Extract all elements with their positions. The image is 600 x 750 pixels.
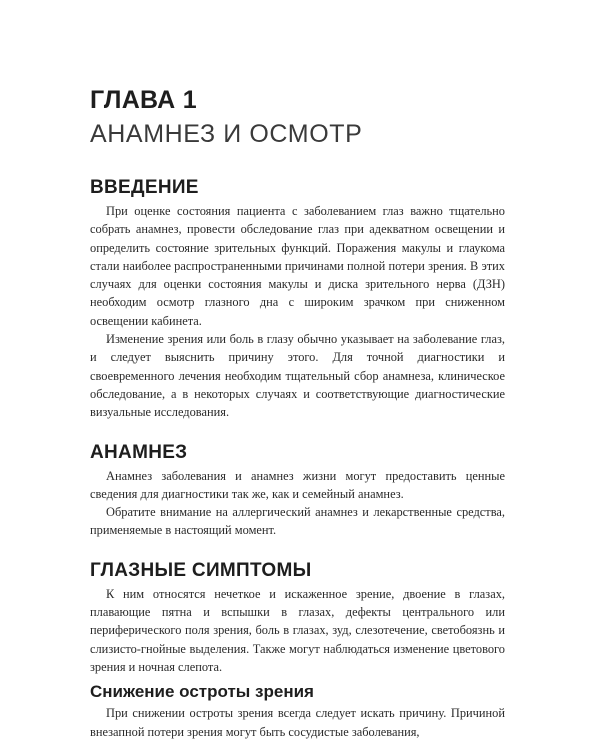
- section-heading-anamnesis: АНАМНЕЗ: [90, 441, 188, 463]
- paragraph: Анамнез заболевания и анамнез жизни могут предоставить ценные сведения для диагностики так же, как и семейный анамнез.: [90, 468, 505, 501]
- paragraph: Обратите внимание на аллергический анамнез и лекарственные средства, применяемые в настоящий момент.: [90, 505, 505, 538]
- book-page: [90, 85, 505, 741]
- section-heading-intro: ВВЕДЕНИЕ: [90, 177, 199, 198]
- section-heading-symptoms: ГЛАЗНЫЕ СИМПТОМЫ: [90, 559, 312, 581]
- chapter-number: ГЛАВА 1: [90, 86, 197, 114]
- paragraph: При оценке состояния пациента с заболеванием глаз важно тщательно собрать анамнез, провести обследование глаз при адекватном освещении и определить состояние зрительных функций. Поражения макулы и глаукома стали наиболее распространенными причинами полной потери зрения. В этих случаях для оценки состояния макулы и диска зрительного нерва (ДЗН) необходим осмотр глазного дна с широким зрачком при сниженном освещении кабинета.: [90, 204, 505, 328]
- paragraph: Изменение зрения или боль в глазу обычно указывает на заболевание глаз, и следует выяснить причину этого. Для точной диагностики и своевременного лечения необходим тщательный сбор анамнеза, клиническое обследование, а в некоторых случаях и соответствующие диагностические визуальные исследования.: [90, 332, 505, 420]
- chapter-title: АНАМНЕЗ И ОСМОТР: [90, 120, 363, 148]
- subsection-heading-acuity: Снижение остроты зрения: [90, 682, 314, 702]
- paragraph: К ним относятся нечеткое и искаженное зрение, двоение в глазах, плавающие пятна и вспышки в глазах, дефекты центрального или периферического поля зрения, боль в глазах, зуд, слезотечение, светобоязнь и слизисто-гнойные выделения. Также могут наблюдаться изменение цветового зрения и ночная слепота.: [90, 586, 505, 674]
- paragraph: При снижении остроты зрения всегда следует искать причину. Причиной внезапной потери зрения могут быть сосудистые заболевания,: [90, 706, 505, 739]
